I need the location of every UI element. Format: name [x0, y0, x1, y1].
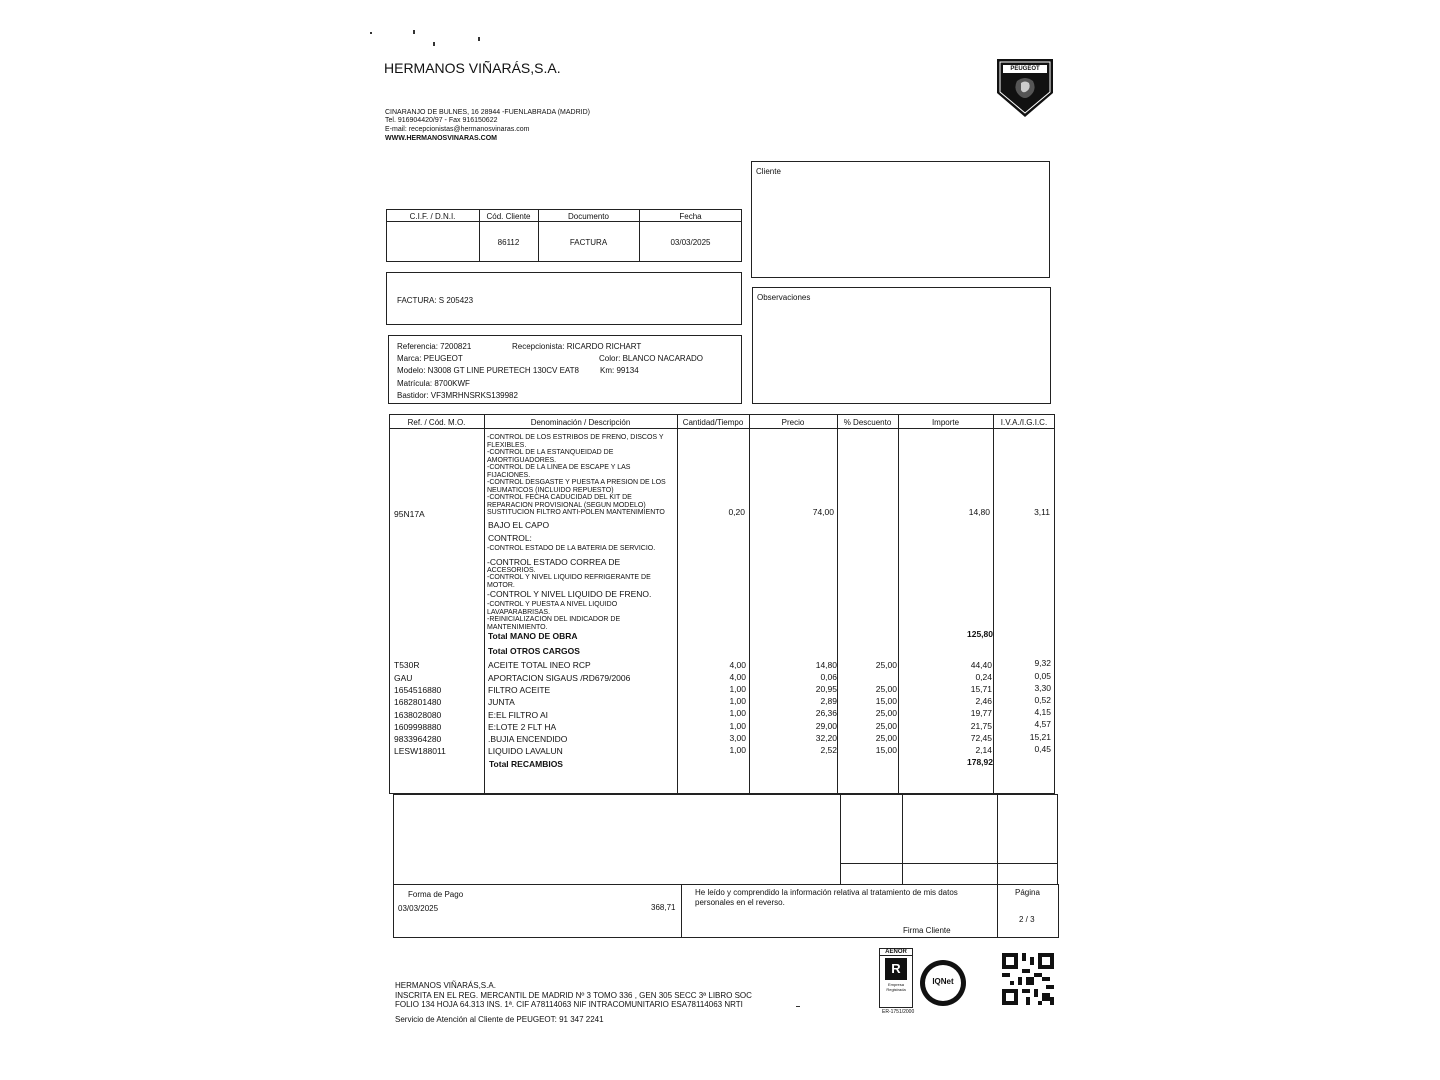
- bottom-registro-2: FOLIO 134 HOJA 64.313 INS. 1ª. CIF A78114063 NIF INTRACOMUNITARIO ESA78114063 NRTI: [395, 1000, 743, 1009]
- totals-divider: [840, 863, 1058, 864]
- iqnet-badge: [920, 960, 966, 1006]
- desc-line: -CONTROL FECHA CADUCIDAD DEL KIT DE: [487, 494, 632, 501]
- labor-reinic-1: -REINICIALIZACION DEL INDICADOR DE: [487, 616, 621, 623]
- labor-lava-1: -CONTROL Y PUESTA A NIVEL LIQUIDO: [487, 601, 618, 608]
- logo-text: PEUGEOT: [1010, 66, 1040, 72]
- desc-line: FLEXIBLES.: [487, 441, 527, 449]
- company-web: WWW.HERMANOSVINARAS.COM: [385, 135, 497, 142]
- part-iva: 0,45: [1034, 744, 1051, 754]
- col-iva-header: I.V.A./I.G.I.C.: [1000, 418, 1048, 427]
- col-ref-header: Ref. / Cód. M.O.: [407, 418, 466, 427]
- part-desc: E:EL FILTRO AI: [488, 710, 548, 720]
- desc-line: -CONTROL DE LA ESTANQUEIDAD DE: [487, 449, 614, 456]
- total-otros-cargos-label: Total OTROS CARGOS: [488, 646, 580, 656]
- part-descuento: 15,00: [875, 696, 897, 706]
- desc-line: NEUMATICOS (INCLUIDO REPUESTO): [487, 486, 614, 494]
- part-precio: 26,36: [815, 708, 837, 718]
- vehicle-bastidor: Bastidor: VF3MRHNSRKS139982: [397, 391, 518, 400]
- part-ref: GAU: [394, 673, 413, 683]
- col-importe-header: Importe: [931, 418, 960, 427]
- empresa-text: Empresa Registrada: [886, 982, 906, 992]
- part-importe: 72,45: [970, 733, 992, 743]
- factura-number: FACTURA: S 205423: [397, 296, 474, 305]
- vehicle-matricula: Matrícula: 8700KWF: [397, 379, 470, 388]
- part-importe: 2,14: [975, 745, 992, 755]
- desc-line: -CONTROL DESGASTE Y PUESTA A PRESION DE LOS: [487, 479, 666, 486]
- part-ref: 1654516880: [394, 685, 442, 695]
- part-precio: 14,80: [815, 660, 837, 670]
- part-descuento: 25,00: [875, 684, 897, 694]
- iqnet-text: IQNet: [932, 977, 954, 986]
- part-iva: 9,32: [1034, 658, 1051, 668]
- company-address: CINARANJO DE BULNES, 16 28944 -FUENLABRADA (MADRID): [385, 109, 590, 116]
- scan-mark: [796, 1006, 800, 1007]
- part-ref: 9833964280: [394, 734, 442, 744]
- company-phone: Tel. 916904420/97 - Fax 916150622: [385, 117, 498, 124]
- labor-correa-1: -CONTROL ESTADO CORREA DE: [487, 557, 621, 567]
- part-desc: E:LOTE 2 FLT HA: [488, 722, 557, 732]
- items-header-divider: [389, 428, 1055, 429]
- part-importe: 19,77: [970, 708, 992, 718]
- total-recambios-label: Total RECAMBIOS: [489, 759, 563, 769]
- part-precio: 0,06: [820, 672, 837, 682]
- aenor-text: AENOR: [880, 949, 912, 956]
- total-mano-obra-value: 125,80: [967, 629, 993, 639]
- labor-iva: 3,11: [1034, 507, 1050, 517]
- part-ref: 1682801480: [394, 697, 442, 707]
- qr-code-icon: [1002, 953, 1054, 1005]
- part-cant: 1,00: [729, 696, 746, 706]
- part-cant: 1,00: [729, 684, 746, 694]
- bottom-servicio: Servicio de Atención al Cliente de PEUGEOT: 91 347 2241: [395, 1015, 604, 1024]
- labor-refrig-1: -CONTROL Y NIVEL LIQUIDO REFRIGERANTE DE: [487, 574, 651, 581]
- vehicle-marca: Marca: PEUGEOT: [397, 354, 463, 363]
- footer-col-line: [997, 884, 998, 938]
- vehicle-km: Km: 99134: [600, 366, 639, 375]
- bottom-registro-1: INSCRITA EN EL REG. MERCANTIL DE MADRID Nº 3 TOMO 336 , GEN 305 SECC 3ª LIBRO SOC: [395, 991, 752, 1000]
- er-logo-icon: R: [885, 958, 907, 980]
- part-precio: 20,95: [815, 684, 837, 694]
- part-cant: 1,00: [729, 721, 746, 731]
- pagina-label: Página: [1015, 888, 1040, 897]
- part-descuento: 25,00: [875, 733, 897, 743]
- part-desc: JUNTA: [488, 697, 515, 707]
- scan-mark: [433, 42, 435, 46]
- part-importe: 15,71: [970, 684, 992, 694]
- labor-importe: 14,80: [968, 507, 990, 517]
- part-iva: 3,30: [1034, 683, 1051, 693]
- part-descuento: 25,00: [875, 660, 897, 670]
- desc-line: AMORTIGUADORES.: [487, 456, 557, 464]
- labor-ref: 95N17A: [394, 509, 425, 519]
- part-desc: FILTRO ACEITE: [488, 685, 551, 695]
- fecha-label: Fecha: [679, 212, 702, 221]
- col-desc-header: Denominación / Descripción: [530, 418, 631, 427]
- part-descuento: 25,00: [875, 721, 897, 731]
- desc-line: -CONTROL DE LOS ESTRIBOS DE FRENO, DISCOS Y: [487, 434, 664, 441]
- desc-line: SUSTITUCION FILTRO ANTI-POLEN MANTENIMIENTO: [487, 509, 665, 516]
- scan-mark: [478, 37, 480, 41]
- desc-line: FIJACIONES.: [487, 471, 531, 479]
- col-line: [484, 414, 485, 794]
- totals-box: [393, 794, 1058, 885]
- part-desc: LIQUIDO LAVALUN: [488, 746, 563, 756]
- labor-bajo-capo: BAJO EL CAPO: [488, 520, 550, 530]
- doc-label: Documento: [568, 212, 609, 221]
- part-ref: LESW188011: [394, 746, 446, 756]
- observaciones-box: [752, 287, 1051, 404]
- labor-cant: 0,20: [728, 507, 745, 517]
- bottom-company-name: HERMANOS VIÑARÁS,S.A.: [395, 981, 496, 990]
- part-iva: 4,57: [1034, 719, 1051, 729]
- part-precio: 32,20: [815, 733, 837, 743]
- vehicle-modelo: Modelo: N3008 GT LINE PURETECH 130CV EAT8: [397, 366, 579, 375]
- labor-description: [487, 434, 666, 517]
- part-ref: T530R: [394, 660, 420, 670]
- labor-reinic-2: MANTENIMIENTO.: [487, 624, 548, 631]
- footer-col-line: [681, 884, 682, 938]
- forma-pago-label: Forma de Pago: [408, 890, 464, 899]
- labor-lava-2: LAVAPARABRISAS.: [487, 609, 551, 616]
- vehicle-color: Color: BLANCO NACARADO: [599, 354, 704, 363]
- part-iva: 0,52: [1034, 695, 1051, 705]
- cliente-box: [751, 161, 1050, 278]
- firma-cliente-label: Firma Cliente: [903, 926, 951, 935]
- legal-text-1: He leído y comprendido la información relativa al tratamiento de mis datos: [695, 888, 958, 897]
- part-descuento: 25,00: [875, 708, 897, 718]
- part-desc: ACEITE TOTAL INEO RCP: [488, 660, 591, 670]
- part-importe: 2,46: [975, 696, 992, 706]
- part-importe: 44,40: [970, 660, 992, 670]
- cod-label: Cód. Cliente: [486, 212, 531, 221]
- scan-mark: [370, 32, 372, 34]
- part-desc: .BUJIA ENCENDIDO: [488, 734, 568, 744]
- part-ref: 1638028080: [394, 710, 442, 720]
- vehicle-recepcionista: Recepcionista: RICARDO RICHART: [512, 342, 642, 351]
- col-cant-header: Cantidad/Tiempo: [682, 418, 744, 427]
- cif-label: C.I.F. / D.N.I.: [409, 212, 456, 221]
- company-name: HERMANOS VIÑARÁS,S.A.: [384, 60, 561, 76]
- vehicle-referencia: Referencia: 7200821: [397, 342, 472, 351]
- total-recambios-value: 178,92: [967, 757, 993, 767]
- header-divider: [386, 221, 742, 222]
- pago-importe: 368,71: [651, 903, 676, 912]
- part-ref: 1609998880: [394, 722, 442, 732]
- totals-col-line: [902, 794, 903, 885]
- peugeot-logo: [995, 57, 1055, 119]
- legal-text-2: personales en el reverso.: [695, 898, 785, 907]
- col-precio-header: Precio: [781, 418, 805, 427]
- part-cant: 4,00: [729, 672, 746, 682]
- cliente-label: Cliente: [756, 167, 781, 176]
- totals-col-line: [840, 794, 841, 885]
- part-precio: 2,89: [820, 696, 837, 706]
- part-iva: 0,05: [1034, 671, 1051, 681]
- col-descuento-header: % Descuento: [843, 418, 892, 427]
- part-desc: APORTACION SIGAUS /RD679/2006: [488, 673, 631, 683]
- company-email: E-mail: recepcionistas@hermanosvinaras.com: [385, 126, 530, 133]
- aenor-badge: [879, 948, 913, 1008]
- part-importe: 0,24: [975, 672, 992, 682]
- labor-refrig-2: MOTOR.: [487, 582, 515, 589]
- fecha-value: 03/03/2025: [670, 238, 711, 247]
- desc-line: REPARACION PROVISIONAL (SEGUN MODELO): [487, 501, 646, 509]
- part-iva: 4,15: [1034, 707, 1051, 717]
- part-cant: 4,00: [729, 660, 746, 670]
- pagina-value: 2 / 3: [1019, 915, 1035, 924]
- labor-correa-2: ACCESORIOS.: [487, 567, 536, 574]
- totals-col-line: [997, 794, 998, 885]
- doc-value: FACTURA: [569, 238, 608, 247]
- part-iva: 15,21: [1029, 732, 1051, 742]
- part-precio: 2,52: [820, 745, 837, 755]
- scan-mark: [413, 30, 415, 34]
- part-importe: 21,75: [970, 721, 992, 731]
- part-precio: 29,00: [815, 721, 837, 731]
- labor-bateria: -CONTROL ESTADO DE LA BATERIA DE SERVICIO.: [487, 545, 656, 552]
- pago-fecha: 03/03/2025: [398, 904, 439, 913]
- part-cant: 1,00: [729, 745, 746, 755]
- total-mano-obra-label: Total MANO DE OBRA: [488, 631, 578, 641]
- part-descuento: 15,00: [875, 745, 897, 755]
- er-code: ER-1751/2000: [882, 1009, 915, 1015]
- cod-value: 86112: [497, 238, 520, 247]
- part-cant: 3,00: [729, 733, 746, 743]
- labor-freno: -CONTROL Y NIVEL LIQUIDO DE FRENO.: [487, 589, 652, 599]
- observaciones-label: Observaciones: [757, 293, 811, 302]
- part-cant: 1,00: [729, 708, 746, 718]
- desc-line: -CONTROL DE LA LINEA DE ESCAPE Y LAS: [487, 464, 631, 471]
- labor-control: CONTROL:: [488, 533, 532, 543]
- labor-precio: 74,00: [812, 507, 834, 517]
